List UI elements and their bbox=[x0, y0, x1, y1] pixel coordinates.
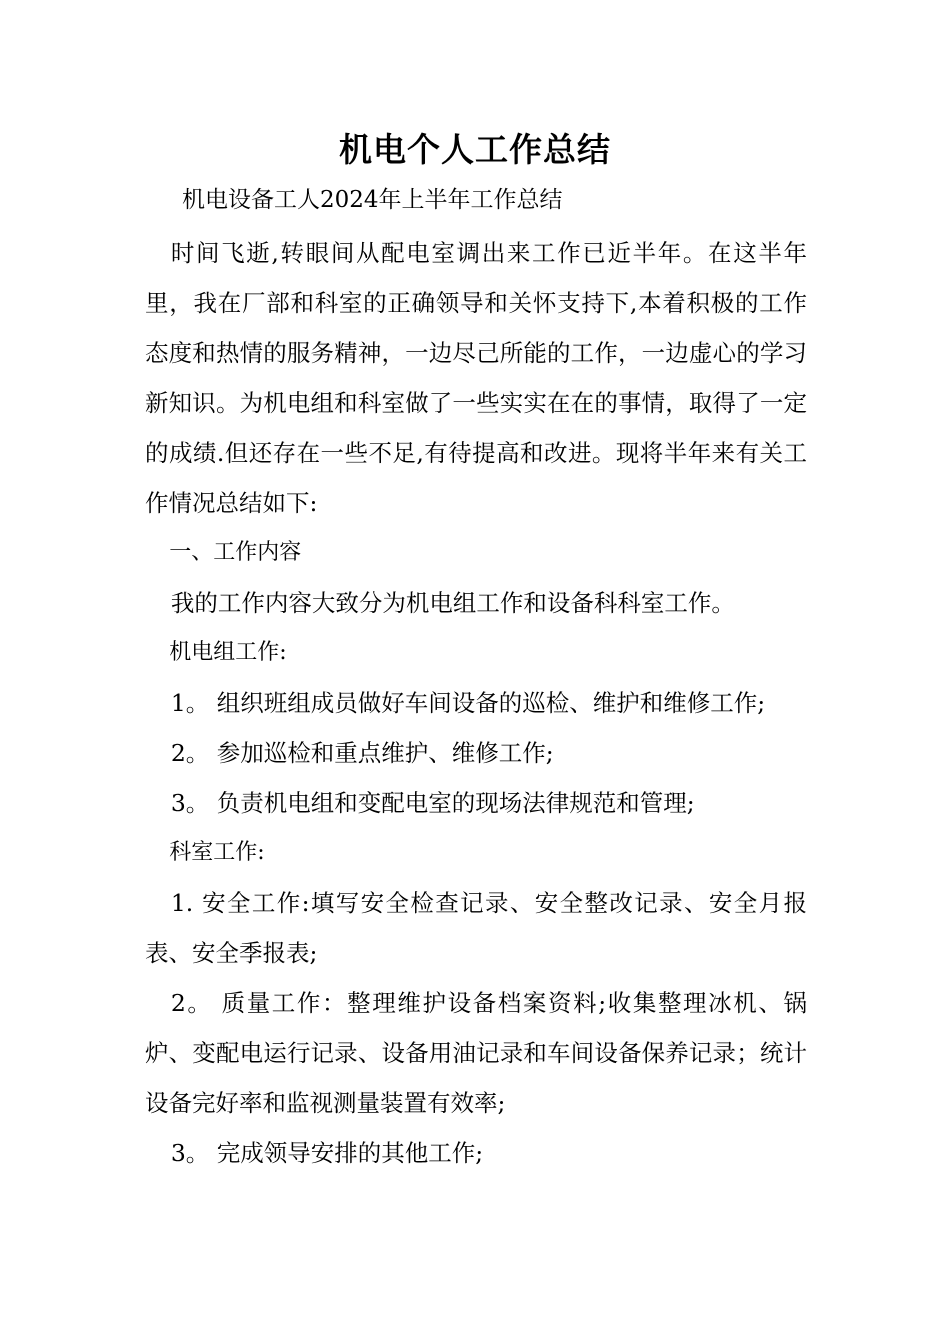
paragraph-intro: 时间飞逝,转眼间从配电室调出来工作已近半年。在这半年里，我在厂部和科室的正确领导和关怀支持下,本着积极的工作态度和热情的服务精神，一边尽己所能的工作，一边虚心的学习新知识。为机电组和科室做了一些实实在在的事情，取得了一定的成绩.但还存在一些不足,有待提高和改进。现将半年来有关工作情况总结如下: bbox=[145, 239, 807, 517]
paragraph-work-scope: 我的工作内容大致分为机电组工作和设备科科室工作。 bbox=[170, 589, 735, 617]
list-item-office-3: 3。 完成领导安排的其他工作; bbox=[170, 1139, 484, 1167]
subheading-electromechanical-group: 机电组工作: bbox=[169, 640, 287, 665]
list-item-group-3: 3。 负责机电组和变配电室的现场法律规范和管理; bbox=[170, 789, 695, 817]
list-item-office-2: 2。 质量工作：整理维护设备档案资料;收集整理冰机、锅炉、变配电运行记录、设备用油记录和车间设备保养记录；统计设备完好率和监视测量装置有效率; bbox=[145, 989, 807, 1117]
section-heading-work-content: 一、工作内容 bbox=[169, 540, 302, 565]
document-body bbox=[145, 228, 807, 1178]
document-title: 机电个人工作总结 bbox=[339, 130, 611, 169]
list-item-office-1: 1. 安全工作:填写安全检查记录、安全整改记录、安全月报表、安全季报表; bbox=[145, 889, 807, 967]
list-item-group-2: 2。 参加巡检和重点维护、维修工作; bbox=[170, 739, 554, 767]
list-item-group-1: 1。 组织班组成员做好车间设备的巡检、维护和维修工作; bbox=[170, 689, 766, 717]
document-subtitle: 机电设备工人2024年上半年工作总结 bbox=[182, 187, 563, 213]
subheading-office-work: 科室工作: bbox=[169, 840, 265, 865]
